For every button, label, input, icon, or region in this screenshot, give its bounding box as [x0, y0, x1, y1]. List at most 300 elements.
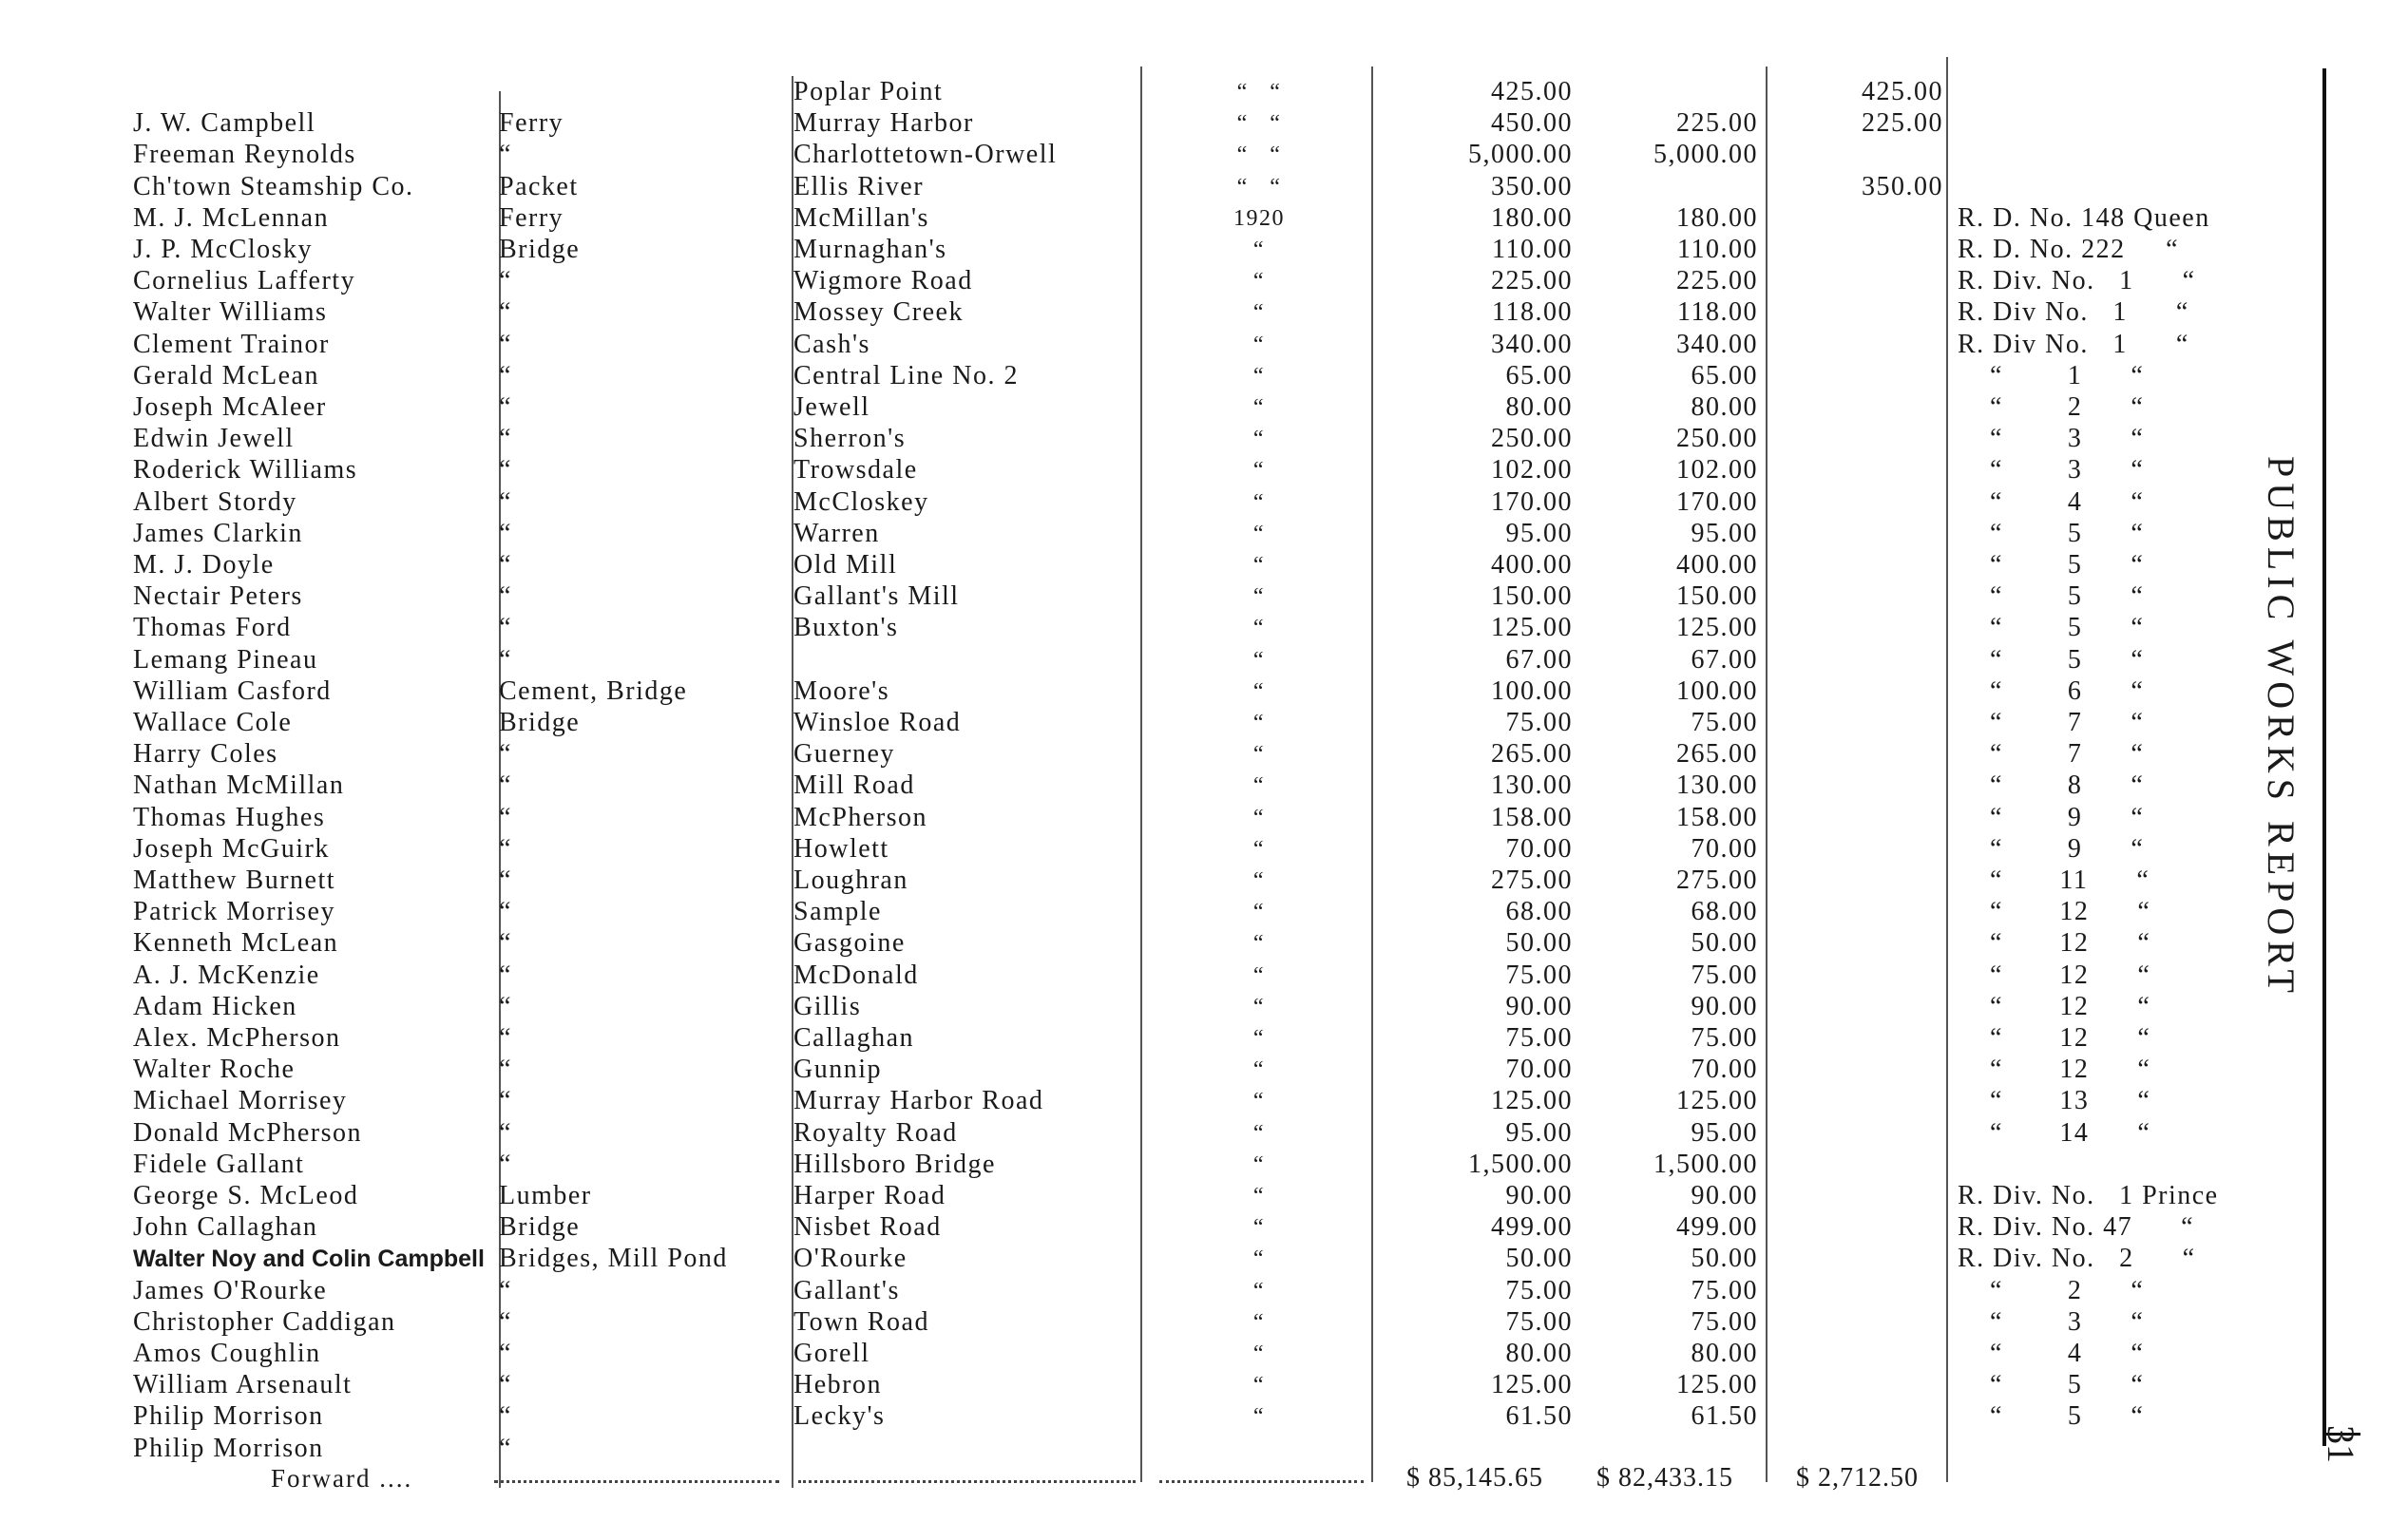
dominion-amount-cell: 75.00 [1691, 1306, 1758, 1337]
location-cell: McMillan's [793, 202, 929, 233]
payee-name-cell: Clement Trainor [133, 329, 330, 359]
dominion-amount-cell: 80.00 [1691, 1339, 1758, 1368]
payee-name-cell: Matthew Burnett [133, 866, 336, 895]
dominion-amount-cell: 1,500.00 [1653, 1149, 1758, 1179]
road-district-cell: “ 5 “ [1958, 581, 2145, 612]
amount-cell: 170.00 [1491, 486, 1573, 517]
year-ditto-cell: “ “ [1236, 143, 1282, 168]
location-cell: Town Road [793, 1306, 929, 1337]
dominion-amount-cell: 158.00 [1676, 802, 1758, 832]
payee-name-cell: Kenneth McLean [133, 928, 339, 959]
road-district-cell: “ 7 “ [1958, 739, 2145, 770]
location-cell: Nisbet Road [793, 1212, 942, 1243]
location-cell: Ellis River [793, 171, 925, 201]
year-ditto-cell: “ [1252, 742, 1266, 768]
work-type-cell: “ [499, 1149, 512, 1179]
table-row [0, 1117, 2408, 1150]
amount-cell: 130.00 [1491, 771, 1573, 801]
year-ditto-cell: “ [1252, 1184, 1266, 1208]
table-row [0, 707, 2408, 739]
year-ditto-cell: “ [1252, 269, 1266, 295]
work-type-cell: “ [499, 897, 512, 927]
amount-cell: 125.00 [1491, 1086, 1573, 1116]
year-ditto-cell: “ [1252, 332, 1266, 357]
dominion-amount-cell: 75.00 [1691, 1275, 1758, 1305]
amount-cell: 75.00 [1505, 1275, 1573, 1305]
amount-cell: 350.00 [1491, 171, 1573, 201]
year-ditto-cell: “ [1252, 931, 1266, 957]
location-cell: O'Rourke [793, 1244, 908, 1274]
road-district-cell: R. Div No. 1 “ [1958, 329, 2189, 359]
federal-amount-cell: 350.00 [1862, 171, 1943, 201]
payee-name-cell: William Casford [133, 675, 332, 706]
work-type-cell: “ [499, 644, 512, 675]
year-ditto-cell: “ [1252, 678, 1266, 704]
table-row [0, 1180, 2408, 1212]
dominion-amount-cell: 68.00 [1691, 897, 1758, 927]
amount-cell: 90.00 [1505, 991, 1573, 1021]
payee-name-cell: John Callaghan [133, 1212, 318, 1243]
dominion-amount-cell: 150.00 [1676, 581, 1758, 612]
road-district-cell: R. Div. No. 47 “ [1958, 1212, 2195, 1243]
year-ditto-cell: “ [1252, 458, 1266, 484]
payee-name-cell: Ch'town Steamship Co. [133, 171, 414, 201]
dominion-amount-cell: 75.00 [1691, 960, 1758, 990]
payee-name-cell: Fidele Gallant [133, 1149, 305, 1179]
dominion-amount-cell: 102.00 [1676, 455, 1758, 485]
location-cell: McCloskey [793, 486, 929, 517]
dominion-amount-cell: 125.00 [1676, 613, 1758, 643]
table-row [0, 1054, 2408, 1086]
payee-name-cell: Philip Morrison [133, 1433, 324, 1463]
dominion-amount-cell: 100.00 [1676, 675, 1758, 706]
table-row [0, 1149, 2408, 1181]
dominion-amount-cell: 5,000.00 [1653, 140, 1758, 170]
amount-cell: 250.00 [1491, 424, 1573, 454]
payee-name-cell: Amos Coughlin [133, 1339, 321, 1368]
work-type-cell: “ [499, 1117, 512, 1148]
dominion-amount-cell: 275.00 [1676, 866, 1758, 895]
dominion-amount-cell: 50.00 [1691, 1244, 1758, 1274]
dominion-amount-cell: 340.00 [1676, 329, 1758, 359]
year-ditto-cell: “ [1252, 1057, 1266, 1083]
table-row [0, 1275, 2408, 1307]
amount-cell: 61.50 [1505, 1401, 1573, 1432]
year-ditto-cell: “ [1252, 616, 1266, 641]
location-cell: Moore's [793, 675, 890, 706]
work-type-cell: “ [499, 833, 512, 864]
location-cell: Gallant's [793, 1275, 900, 1305]
work-type-cell: “ [499, 1433, 512, 1463]
year-ditto-cell: “ [1252, 300, 1266, 326]
location-cell: Jewell [793, 392, 870, 422]
amount-cell: 80.00 [1505, 392, 1573, 422]
location-cell: Wigmore Road [793, 266, 973, 296]
road-district-cell: “ 12 “ [1958, 991, 2151, 1021]
year-ditto-cell: “ [1252, 395, 1266, 420]
table-row [0, 234, 2408, 266]
work-type-cell: “ [499, 140, 512, 170]
dominion-amount-cell: 80.00 [1691, 392, 1758, 422]
payee-name-cell: Adam Hicken [133, 991, 297, 1021]
amount-cell: 425.00 [1491, 77, 1573, 106]
year-ditto-cell: “ [1252, 805, 1266, 830]
dominion-amount-cell: 95.00 [1691, 518, 1758, 548]
dominion-amount-cell: 125.00 [1676, 1086, 1758, 1116]
amount-cell: 110.00 [1492, 235, 1573, 264]
work-type-cell: Bridge [499, 1212, 581, 1243]
table-row [0, 423, 2408, 455]
road-district-cell: R. Div. No. 2 “ [1958, 1244, 2196, 1274]
table-row [0, 675, 2408, 708]
location-cell: Winsloe Road [793, 708, 962, 737]
table-row [0, 865, 2408, 897]
amount-cell: 225.00 [1491, 266, 1573, 296]
location-cell: Buxton's [793, 613, 899, 643]
margin-rule [2322, 68, 2326, 1446]
road-district-cell: “ 3 “ [1958, 455, 2145, 485]
payee-name-cell: Patrick Morrisey [133, 897, 335, 927]
work-type-cell: “ [499, 1275, 512, 1305]
location-cell: Gallant's Mill [793, 581, 960, 612]
payee-name-cell: Gerald McLean [133, 360, 319, 390]
year-ditto-cell: “ [1252, 773, 1266, 799]
payee-name-cell: Philip Morrison [133, 1401, 324, 1432]
work-type-cell: “ [499, 866, 512, 895]
table-row [0, 518, 2408, 550]
payee-name-cell: James O'Rourke [133, 1275, 328, 1305]
work-type-cell: “ [499, 1401, 512, 1432]
dominion-amount-cell: 225.00 [1676, 266, 1758, 296]
work-type-cell: Bridge [499, 708, 581, 737]
amount-cell: 70.00 [1505, 833, 1573, 864]
table-row [0, 1022, 2408, 1055]
total-amount: $ 85,145.65 [1406, 1463, 1543, 1493]
amount-cell: 125.00 [1491, 1370, 1573, 1400]
dominion-amount-cell: 70.00 [1691, 833, 1758, 864]
table-row [0, 991, 2408, 1023]
year-ditto-cell: “ [1252, 238, 1266, 262]
amount-cell: 1,500.00 [1468, 1149, 1573, 1179]
table-row [0, 1338, 2408, 1370]
table-row [0, 76, 2408, 108]
year-ditto-cell: “ [1252, 1089, 1266, 1114]
table-row [0, 107, 2408, 140]
road-district-cell: R. Div No. 1 “ [1958, 297, 2189, 328]
location-cell: Sample [793, 897, 882, 927]
payee-name-cell: Freeman Reynolds [133, 140, 356, 170]
amount-cell: 499.00 [1491, 1212, 1573, 1243]
payee-name-cell: A. J. McKenzie [133, 960, 320, 990]
road-district-cell: “ 12 “ [1958, 960, 2151, 990]
location-cell: Mossey Creek [793, 297, 964, 328]
leader-dots [494, 1480, 779, 1483]
amount-cell: 70.00 [1505, 1055, 1573, 1085]
road-district-cell: “ 2 “ [1958, 1275, 2145, 1305]
year-ditto-cell: “ [1252, 647, 1266, 673]
table-row [0, 549, 2408, 581]
work-type-cell: “ [499, 1055, 512, 1085]
location-cell: McDonald [793, 960, 919, 990]
location-cell: Loughran [793, 866, 908, 895]
road-district-cell: “ 5 “ [1958, 644, 2145, 675]
work-type-cell: “ [499, 991, 512, 1021]
road-district-cell: “ 12 “ [1958, 928, 2151, 959]
amount-cell: 50.00 [1505, 928, 1573, 959]
road-district-cell: “ 12 “ [1958, 897, 2151, 927]
table-row [0, 1369, 2408, 1401]
work-type-cell: “ [499, 329, 512, 359]
year-ditto-cell: “ [1252, 584, 1266, 610]
dominion-amount-cell: 265.00 [1676, 739, 1758, 770]
dominion-amount-cell: 95.00 [1691, 1117, 1758, 1148]
payee-name-cell: M. J. McLennan [133, 202, 330, 233]
dominion-amount-cell: 180.00 [1676, 202, 1758, 233]
payee-name-cell: James Clarkin [133, 518, 303, 548]
year-ditto-cell: “ “ [1236, 80, 1282, 105]
dominion-amount-cell: 250.00 [1676, 424, 1758, 454]
year-ditto-cell: “ [1252, 489, 1266, 515]
payee-name-cell: Lemang Pineau [133, 644, 318, 675]
location-cell: Gunnip [793, 1055, 882, 1085]
work-type-cell: Bridge [499, 235, 581, 264]
road-district-cell: “ 14 “ [1958, 1117, 2151, 1148]
year-ditto-cell: “ [1252, 900, 1266, 925]
road-district-cell: “ 5 “ [1958, 613, 2145, 643]
work-type-cell: “ [499, 297, 512, 328]
work-type-cell: “ [499, 1306, 512, 1337]
forward-row [0, 1459, 2408, 1497]
work-type-cell: “ [499, 739, 512, 770]
work-type-cell: Ferry [499, 202, 564, 233]
table-row [0, 454, 2408, 486]
year-ditto-cell: “ [1252, 1309, 1266, 1335]
amount-cell: 75.00 [1505, 960, 1573, 990]
page-number: 31 [2320, 1425, 2362, 1463]
table-row [0, 360, 2408, 392]
amount-cell: 158.00 [1491, 802, 1573, 832]
work-type-cell: “ [499, 1086, 512, 1116]
location-cell: Lecky's [793, 1401, 886, 1432]
road-district-cell: “ 2 “ [1958, 392, 2145, 422]
year-ditto-cell: 1920 [1233, 205, 1285, 231]
leader-dots [1159, 1480, 1364, 1483]
work-type-cell: “ [499, 613, 512, 643]
work-type-cell: “ [499, 1339, 512, 1368]
federal-amount-cell: 425.00 [1862, 77, 1943, 106]
work-type-cell: Cement, Bridge [499, 675, 688, 706]
table-row [0, 139, 2408, 171]
table-row [0, 296, 2408, 329]
road-district-cell: “ 5 “ [1958, 1401, 2145, 1432]
amount-cell: 68.00 [1505, 897, 1573, 927]
amount-cell: 400.00 [1491, 550, 1573, 580]
table-row [0, 486, 2408, 519]
road-district-cell: R. D. No. 148 Queen [1958, 202, 2210, 233]
location-cell: Mill Road [793, 771, 915, 801]
table-row [0, 1211, 2408, 1244]
amount-cell: 75.00 [1505, 1023, 1573, 1053]
total-federal: $ 2,712.50 [1796, 1463, 1919, 1493]
road-district-cell: R. D. No. 222 “ [1958, 235, 2180, 264]
payee-name-cell: Roderick Williams [133, 455, 358, 485]
table-row [0, 612, 2408, 644]
location-cell: Royalty Road [793, 1117, 958, 1148]
work-type-cell: “ [499, 360, 512, 390]
table-row [0, 960, 2408, 992]
road-district-cell: “ 6 “ [1958, 675, 2145, 706]
payee-name-cell: Donald McPherson [133, 1117, 362, 1148]
year-ditto-cell: “ [1252, 994, 1266, 1019]
work-type-cell: “ [499, 550, 512, 580]
dominion-amount-cell: 400.00 [1676, 550, 1758, 580]
year-ditto-cell: “ “ [1236, 111, 1282, 137]
year-ditto-cell: “ [1252, 836, 1266, 862]
road-district-cell: “ 4 “ [1958, 1339, 2145, 1368]
work-type-cell: Ferry [499, 108, 564, 139]
amount-cell: 150.00 [1491, 581, 1573, 612]
work-type-cell: “ [499, 518, 512, 548]
work-type-cell: “ [499, 802, 512, 832]
work-type-cell: “ [499, 581, 512, 612]
payee-name-cell: J. P. McClosky [133, 235, 314, 264]
payee-name-cell: Joseph McAleer [133, 392, 327, 422]
location-cell: Gasgoine [793, 928, 906, 959]
dominion-amount-cell: 499.00 [1676, 1212, 1758, 1243]
dominion-amount-cell: 90.00 [1691, 1181, 1758, 1210]
amount-cell: 95.00 [1505, 518, 1573, 548]
road-district-cell: “ 1 “ [1958, 360, 2145, 390]
location-cell: Warren [793, 518, 880, 548]
table-row [0, 391, 2408, 424]
location-cell: McPherson [793, 802, 928, 832]
table-row [0, 896, 2408, 928]
road-district-cell: “ 11 “ [1958, 866, 2150, 895]
year-ditto-cell: “ [1252, 711, 1266, 735]
year-ditto-cell: “ [1252, 363, 1266, 389]
payee-name-cell: George S. McLeod [133, 1181, 359, 1210]
dominion-amount-cell: 90.00 [1691, 991, 1758, 1021]
road-district-cell: “ 3 “ [1958, 1306, 2145, 1337]
dominion-amount-cell: 65.00 [1691, 360, 1758, 390]
table-row [0, 171, 2408, 203]
work-type-cell: “ [499, 1370, 512, 1400]
table-row [0, 329, 2408, 361]
year-ditto-cell: “ [1252, 1278, 1266, 1303]
running-header: PUBLIC WORKS REPORT [2260, 456, 2303, 999]
amount-cell: 95.00 [1505, 1117, 1573, 1148]
payee-name-cell: Albert Stordy [133, 486, 297, 517]
road-district-cell: “ 5 “ [1958, 550, 2145, 580]
work-type-cell: “ [499, 1023, 512, 1053]
dominion-amount-cell: 61.50 [1691, 1401, 1758, 1432]
dominion-amount-cell: 70.00 [1691, 1055, 1758, 1085]
work-type-cell: Lumber [499, 1181, 592, 1210]
payee-name-cell: Thomas Ford [133, 613, 292, 643]
road-district-cell: “ 4 “ [1958, 486, 2145, 517]
road-district-cell: “ 5 “ [1958, 1370, 2145, 1400]
location-cell: Charlottetown-Orwell [793, 140, 1058, 170]
location-cell: Sherron's [793, 424, 907, 454]
payee-name-cell: Walter Noy and Colin Campbell [133, 1246, 485, 1273]
payee-name-cell: Edwin Jewell [133, 424, 295, 454]
leader-dots [798, 1480, 1136, 1483]
work-type-cell: “ [499, 486, 512, 517]
payee-name-cell: Christopher Caddigan [133, 1306, 396, 1337]
payee-name-cell: Harry Coles [133, 739, 278, 770]
work-type-cell: “ [499, 960, 512, 990]
amount-cell: 275.00 [1491, 866, 1573, 895]
year-ditto-cell: “ [1252, 962, 1266, 988]
table-row [0, 770, 2408, 802]
road-district-cell: R. Div. No. 1 Prince [1958, 1181, 2219, 1210]
amount-cell: 265.00 [1491, 739, 1573, 770]
road-district-cell: “ 9 “ [1958, 833, 2145, 864]
amount-cell: 102.00 [1491, 455, 1573, 485]
year-ditto-cell: “ [1252, 1151, 1266, 1177]
work-type-cell: “ [499, 771, 512, 801]
forward-label: Forward .... [271, 1464, 413, 1493]
year-ditto-cell: “ [1252, 868, 1266, 893]
dominion-amount-cell: 170.00 [1676, 486, 1758, 517]
year-ditto-cell: “ [1252, 521, 1266, 546]
road-district-cell: “ 9 “ [1958, 802, 2145, 832]
payee-name-cell: Walter Williams [133, 297, 328, 328]
location-cell: Cash's [793, 329, 870, 359]
year-ditto-cell: “ [1252, 1215, 1266, 1241]
payee-name-cell: Michael Morrisey [133, 1086, 348, 1116]
location-cell: Murray Harbor Road [793, 1086, 1044, 1116]
payee-name-cell: M. J. Doyle [133, 550, 275, 580]
road-district-cell: R. Div. No. 1 “ [1958, 266, 2196, 296]
amount-cell: 75.00 [1505, 1306, 1573, 1337]
dominion-amount-cell: 67.00 [1691, 644, 1758, 675]
table-row [0, 644, 2408, 676]
road-district-cell: “ 12 “ [1958, 1023, 2151, 1053]
total-dominion: $ 82,433.15 [1596, 1463, 1733, 1493]
table-row [0, 1306, 2408, 1339]
payee-name-cell: Alex. McPherson [133, 1023, 341, 1053]
amount-cell: 340.00 [1491, 329, 1573, 359]
location-cell: Callaghan [793, 1023, 915, 1053]
payee-name-cell: Thomas Hughes [133, 802, 326, 832]
payee-name-cell: Wallace Cole [133, 708, 293, 737]
payee-name-cell: Joseph McGuirk [133, 833, 330, 864]
location-cell: Guerney [793, 739, 895, 770]
road-district-cell: “ 12 “ [1958, 1055, 2151, 1085]
federal-amount-cell: 225.00 [1862, 108, 1943, 139]
table-row [0, 833, 2408, 866]
amount-cell: 50.00 [1505, 1244, 1573, 1274]
amount-cell: 180.00 [1491, 202, 1573, 233]
table-row [0, 1085, 2408, 1117]
dominion-amount-cell: 130.00 [1676, 771, 1758, 801]
location-cell: Trowsdale [793, 455, 918, 485]
location-cell: Old Mill [793, 550, 898, 580]
payee-name-cell: Nathan McMillan [133, 771, 345, 801]
year-ditto-cell: “ [1252, 553, 1266, 578]
location-cell: Murnaghan's [793, 235, 947, 264]
table-row [0, 738, 2408, 771]
location-cell: Hebron [793, 1370, 882, 1400]
dominion-amount-cell: 118.00 [1677, 297, 1758, 328]
year-ditto-cell: “ [1252, 1026, 1266, 1051]
road-district-cell: “ 3 “ [1958, 424, 2145, 454]
table-row [0, 1400, 2408, 1433]
work-type-cell: “ [499, 392, 512, 422]
road-district-cell: “ 8 “ [1958, 771, 2145, 801]
table-row [0, 265, 2408, 297]
